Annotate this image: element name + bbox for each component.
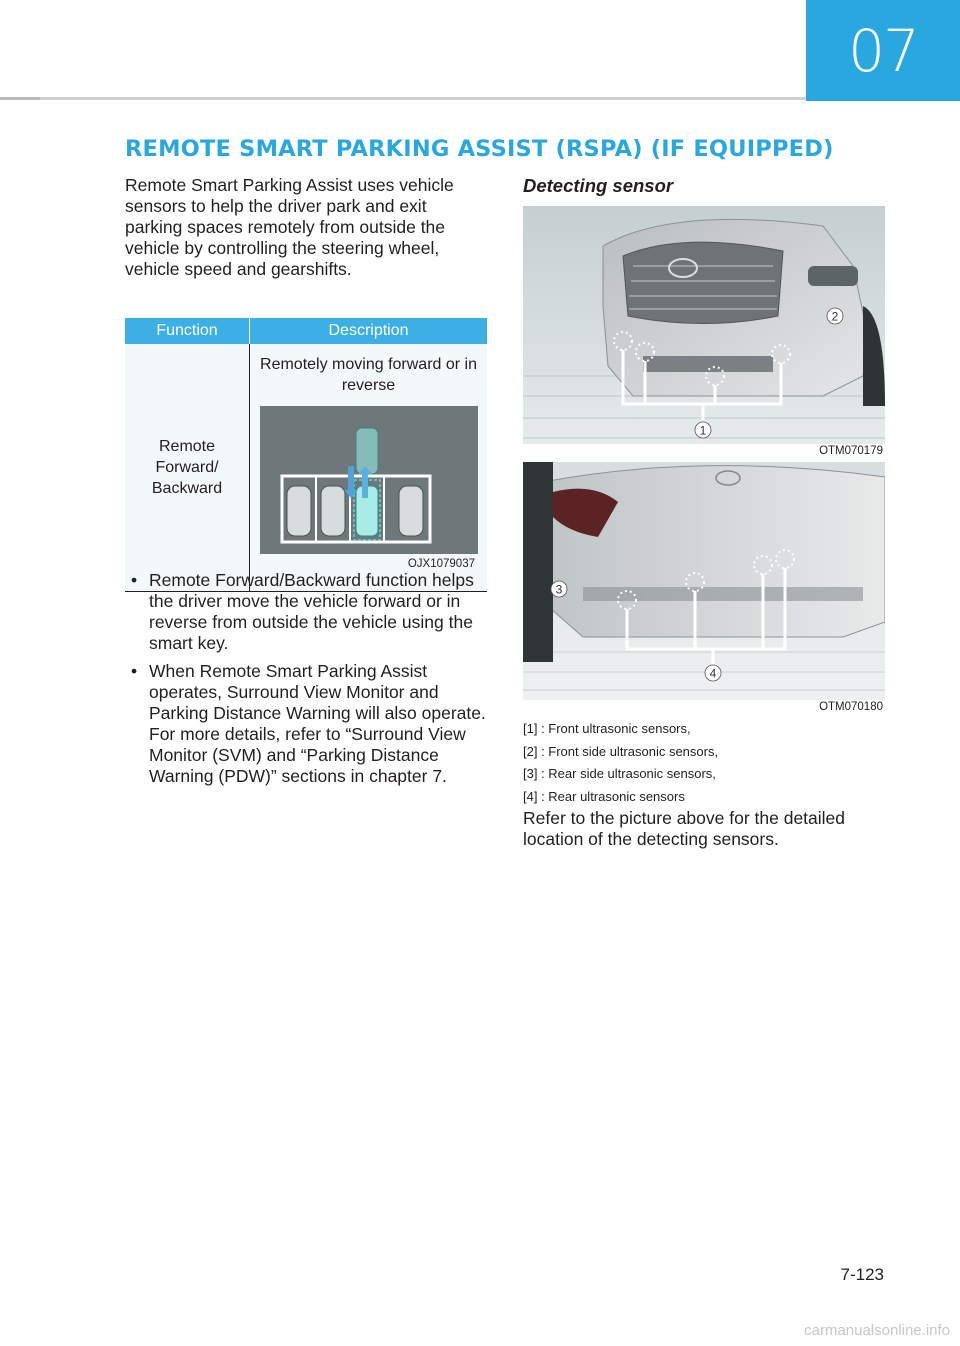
section-title: REMOTE SMART PARKING ASSIST (RSPA) (IF EQUIPPED): [125, 136, 834, 162]
table-header-function: Function: [125, 318, 250, 344]
page-number: 7-123: [840, 1265, 884, 1284]
parking-illustration: [260, 406, 478, 554]
callout-3: 3: [555, 582, 563, 597]
header-rule-accent: [0, 97, 40, 100]
list-item: [4] : Rear ultrasonic sensors: [523, 788, 685, 804]
front-sensor-photo: [523, 206, 885, 444]
rear-sensor-photo: [523, 462, 885, 700]
bullet-text: Remote Forward/Backward function helps the driver move the vehicle forward or in reverse from outside the vehicle using the smart key.: [149, 570, 474, 653]
bullet-dot: •: [131, 570, 138, 590]
table-header-description: Description: [250, 318, 488, 344]
list-item: [125, 661, 487, 787]
photo1-code: OTM070179: [819, 445, 883, 457]
sensor-legend: [523, 718, 885, 808]
description-text: Remotely moving forward or in reverse: [260, 356, 477, 395]
list-item: [1] : Front ultrasonic sensors,: [523, 721, 691, 736]
table-row: [125, 344, 487, 591]
description-cell: [250, 344, 488, 591]
watermark: carmanualsonline.info: [804, 1322, 950, 1339]
detecting-sensor-title: Detecting sensor: [523, 175, 674, 196]
function-cell: Remote Forward/ Backward: [125, 344, 250, 591]
function-table: [125, 318, 487, 592]
callout-4: 4: [709, 666, 717, 681]
header-rule: [0, 97, 806, 100]
photo2-code: OTM070180: [819, 701, 883, 713]
chapter-tab: 07: [806, 0, 960, 101]
callout-1: 1: [699, 423, 707, 438]
list-item: [125, 570, 487, 654]
bullet-list: [125, 570, 487, 794]
image-code: OJX1079037: [407, 558, 475, 571]
bullet-text: When Remote Smart Parking Assist operates, Surround View Monitor and Parking Distance Warning will also operate. For more details, refer to “Surround View Monitor (SVM) and “Parking Distance Warning (PDW)” sections in chapter 7.: [149, 661, 486, 786]
intro-paragraph: Remote Smart Parking Assist uses vehicle sensors to help the driver park and exit parking spaces remotely from outside the vehicle by controlling the steering wheel, vehicle speed and gearshifts.: [125, 175, 454, 279]
list-item: [2] : Front side ultrasonic sensors,: [523, 743, 719, 759]
bullet-dot: •: [131, 661, 138, 681]
closing-paragraph: Refer to the picture above for the detailed location of the detecting sensors.: [523, 808, 846, 849]
list-item: [3] : Rear side ultrasonic sensors,: [523, 766, 716, 781]
callout-2: 2: [831, 309, 839, 324]
